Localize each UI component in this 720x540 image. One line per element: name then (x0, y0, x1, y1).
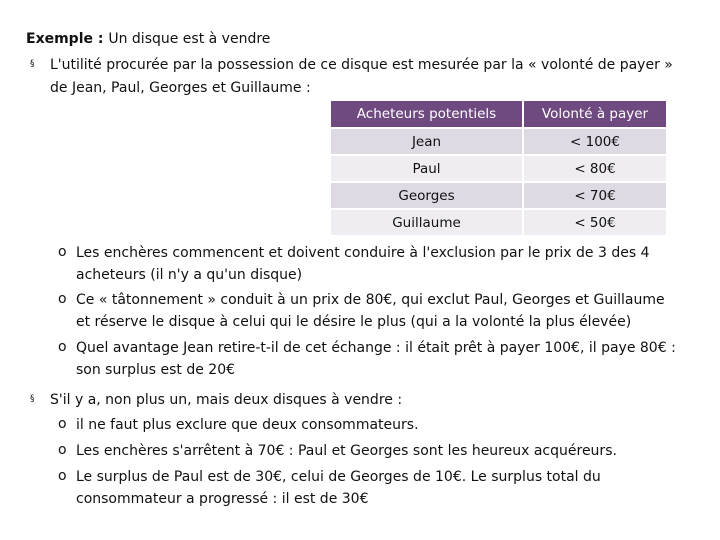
square-bullet-icon: § (30, 59, 35, 69)
willingness-table (331, 101, 666, 235)
sub1-a-line-2: acheteurs (il n'y a qu'un disque) (76, 267, 303, 283)
intro-line-1: L'utilité procurée par la possession de ce disque est mesurée par la « volonté de payer » (50, 57, 673, 73)
second-main-line: S'il y a, non plus un, mais deux disques à vendre : (50, 392, 403, 408)
second-b-line: Les enchères s'arrêtent à 70€ : Paul et Georges sont les heureux acquéreurs. (76, 443, 617, 459)
value-cell: < 100€ (523, 128, 666, 155)
intro-line-2: de Jean, Paul, Georges et Guillaume : (50, 80, 311, 96)
sub1-b-line-1: Ce « tâtonnement » conduit à un prix de 80€, qui exclut Paul, Georges et Guillaume (76, 292, 665, 308)
header-buyers: Acheteurs potentiels (331, 101, 523, 128)
circle-bullet-icon: o (58, 416, 67, 432)
circle-bullet-icon: o (58, 468, 67, 484)
example-label: Exemple : (26, 31, 109, 47)
buyer-cell: Guillaume (331, 209, 523, 235)
circle-bullet-icon: o (58, 291, 67, 307)
circle-bullet-icon: o (58, 442, 67, 458)
table-row (331, 155, 666, 182)
buyer-cell: Georges (331, 182, 523, 209)
second-c-line-2: consommateur a progressé : il est de 30€ (76, 491, 369, 507)
second-a-line: il ne faut plus exclure que deux consommateurs. (76, 417, 419, 433)
example-text: Un disque est à vendre (108, 31, 271, 47)
buyer-cell: Jean (331, 128, 523, 155)
value-cell: < 80€ (523, 155, 666, 182)
table-row (331, 182, 666, 209)
table-row (331, 128, 666, 155)
circle-bullet-icon: o (58, 339, 67, 355)
sub1-b-line-2: et réserve le disque à celui qui le désire le plus (qui a la volonté la plus élevée) (76, 314, 632, 330)
sub1-c-line-2: son surplus est de 20€ (76, 362, 236, 378)
square-bullet-icon: § (30, 394, 35, 404)
value-cell: < 70€ (523, 182, 666, 209)
value-cell: < 50€ (523, 209, 666, 235)
sub1-c-line-1: Quel avantage Jean retire-t-il de cet échange : il était prêt à payer 100€, il paye 80€ : (76, 340, 676, 356)
buyer-cell: Paul (331, 155, 523, 182)
circle-bullet-icon: o (58, 244, 67, 260)
second-c-line-1: Le surplus de Paul est de 30€, celui de Georges de 10€. Le surplus total du (76, 469, 601, 485)
table-row (331, 209, 666, 235)
example-title (26, 30, 270, 48)
header-willingness: Volonté à payer (523, 101, 666, 128)
sub1-a-line-1: Les enchères commencent et doivent conduire à l'exclusion par le prix de 3 des 4 (76, 245, 650, 261)
